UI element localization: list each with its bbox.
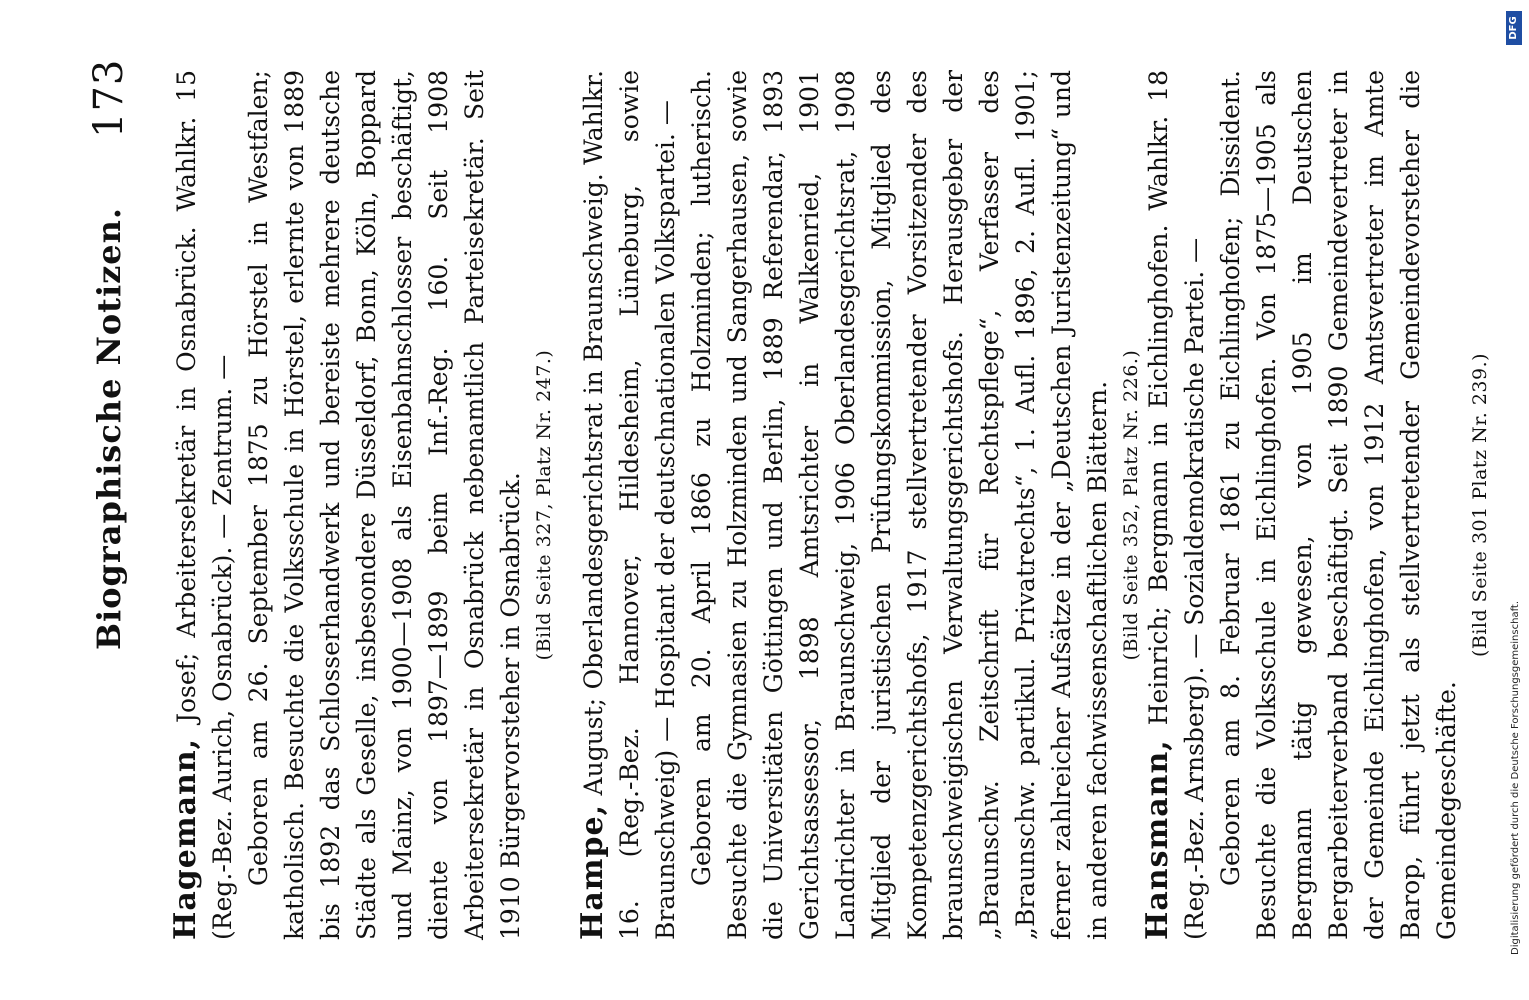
picture-reference: (Bild Seite 301 Platz Nr. 239.) [1469,352,1491,658]
entry-lead-paragraph [575,70,684,940]
page-number: 173 [86,58,132,138]
entry-name: Hansmann, [1140,739,1175,940]
entry-lead: Josef; Arbeitersekretär in Osnabrück. Wahlkr. 15 (Reg.-Bez. Aurich, Osnabrück). — Zentrum. — [172,70,237,940]
entry-name: Hampe, [575,803,610,940]
biography-entry-hagemann [168,70,555,940]
entry-body: Geboren am 26. September 1875 zu Hörstel in Westfalen; katholisch. Besuchte die Volksschule in Hörstel, erlernte von 1889 bis 1892 das Schlosserhandwerk und bereiste mehrere deutsche Städte als Geselle, insbesondere Düsseldorf, Bonn, Köln, Boppard und Mainz, von 1900—1908 als Eisenbahnschlosser beschäftigt, diente von 1897—1899 beim Inf.-Reg. 160. Seit 1908 Arbeitersekretär in Osnabrück nebenamtlich Parteisekretär. Seit 1910 Bürgervorsteher in Osnabrück. [244,70,525,940]
biography-entry-hampe [575,70,1142,940]
page-title: Biographische Notizen. [90,206,128,650]
biography-entry-hansmann [1140,70,1491,940]
entry-lead-paragraph [1140,70,1213,940]
dfg-logo: DFG [1506,11,1522,45]
digitization-credit: Digitalisierung gefördert durch die Deutsche Forschungsgemeinschaft. [1510,600,1521,955]
entry-name: Hagemann, [168,737,203,940]
picture-reference: (Bild Seite 327, Platz Nr. 247.) [533,349,555,661]
entry-lead: August; Oberlandesgerichtsrat in Braunschweig. Wahlkr. 16. (Reg.-Bez. Hannover, Hildesheim, Lüneburg, sowie Braunschweig) — Hospitant der deutschnationalen Volkspartei. — [579,70,680,940]
entry-lead: Heinrich; Bergmann in Eichlinghofen. Wahlkr. 18 (Reg.-Bez. Arnsberg). — Sozialdemokratische Partei. — [1144,70,1209,940]
entry-body: Geboren am 8. Februar 1861 zu Eichlinghofen; Dissident. Besuchte die Volksschule in Eichlinghofen. Von 1875—1905 als Bergmann tätig gewesen, von 1905 im Deutschen Bergarbeiterverband beschäftigt. Seit 1890 Gemeindevertreter in der Gemeinde Eichlinghofen, von 1912 Amtsvertreter im Amte Barop, führt jetzt als stellvertretender Gemeindevorsteher die Gemeindegeschäfte. [1216,70,1461,940]
entry-lead-paragraph [168,70,241,940]
picture-reference: (Bild Seite 352, Platz Nr. 226.) [1120,349,1142,661]
entry-body: Geboren am 20. April 1866 zu Holzminden; lutherisch. Besuchte die Gymnasien zu Holzminden und Sangerhausen, sowie die Universitäten Göttingen und Berlin, 1889 Referendar, 1893 Gerichtsassessor, 1898 Amtsrichter in Walkenried, 1901 Landrichter in Braunschweig, 1906 Oberlandesgerichtsrat, 1908 Mitglied der juristischen Prüfungskommission, Mitglied des Kompetenzgerichtshofs, 1917 stellvertretender Vorsitzender des braunschweigischen Verwaltungsgerichtshofs. Herausgeber der „Braunschw. Zeitschrift für Rechtspflege“, Verfasser des „Braunschw. partikul. Privatrechts“, 1. Aufl. 1896, 2. Aufl. 1901; ferner zahlreicher Aufsätze in der „Deutschen Juristenzeitung“ und in anderen fachwissenschaftlichen Blättern. [687,70,1112,940]
